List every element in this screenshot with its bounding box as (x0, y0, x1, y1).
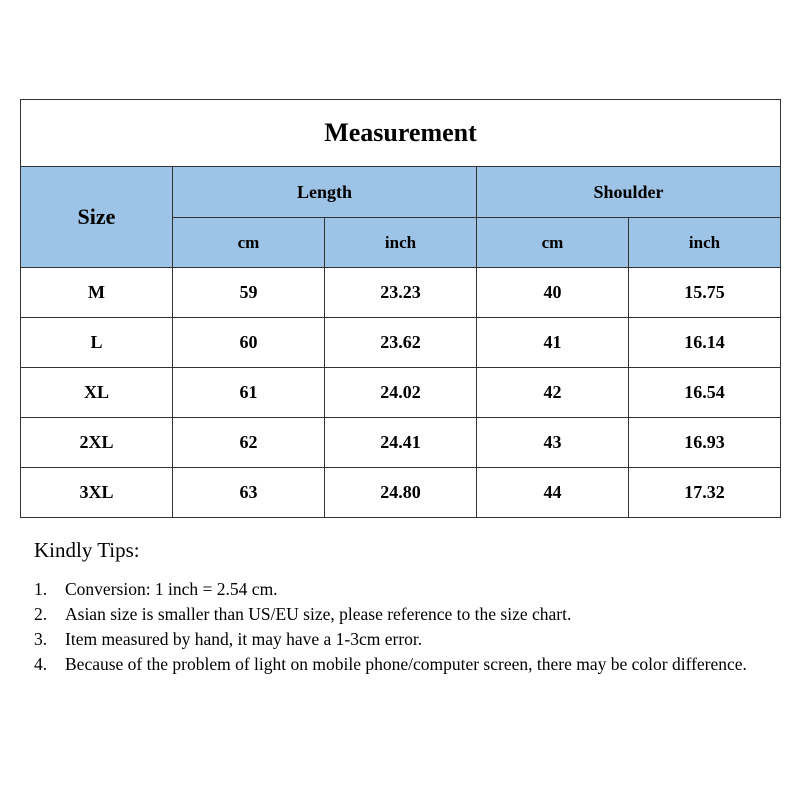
shoulder-cm-cell: 41 (477, 318, 629, 368)
size-cell: XL (21, 368, 173, 418)
table-row (21, 268, 781, 318)
tip-number: 2. (34, 604, 48, 624)
tip-number: 4. (34, 654, 48, 674)
list-item (34, 577, 764, 602)
length-cm-cell: 62 (173, 418, 325, 468)
shoulder-inch-cell: 15.75 (629, 268, 781, 318)
shoulder-inch-cell: 16.54 (629, 368, 781, 418)
tip-number: 3. (34, 629, 48, 649)
list-item (34, 652, 764, 677)
tip-text: Because of the problem of light on mobile phone/computer screen, there may be color difference. (65, 654, 747, 674)
tips-list (34, 577, 764, 677)
tip-number: 1. (34, 579, 48, 599)
length-inch-cell: 24.80 (325, 468, 477, 518)
size-cell: L (21, 318, 173, 368)
length-cm-cell: 59 (173, 268, 325, 318)
length-inch-cell: 24.41 (325, 418, 477, 468)
size-cell: 3XL (21, 468, 173, 518)
length-inch-cell: 24.02 (325, 368, 477, 418)
list-item (34, 602, 764, 627)
length-cm-cell: 60 (173, 318, 325, 368)
shoulder-cm-cell: 44 (477, 468, 629, 518)
size-cell: M (21, 268, 173, 318)
tip-text: Asian size is smaller than US/EU size, please reference to the size chart. (65, 604, 572, 624)
measurement-table (20, 99, 781, 518)
shoulder-header: Shoulder (477, 167, 781, 218)
shoulder-cm-cell: 42 (477, 368, 629, 418)
shoulder-inch-cell: 17.32 (629, 468, 781, 518)
table-row (21, 418, 781, 468)
kindly-tips (34, 538, 764, 677)
length-header: Length (173, 167, 477, 218)
length-inch-cell: 23.62 (325, 318, 477, 368)
shoulder-cm-cell: 40 (477, 268, 629, 318)
shoulder-cm-header: cm (477, 218, 629, 268)
table-row (21, 368, 781, 418)
length-inch-cell: 23.23 (325, 268, 477, 318)
length-cm-header: cm (173, 218, 325, 268)
list-item (34, 627, 764, 652)
table-row (21, 318, 781, 368)
tips-title: Kindly Tips: (34, 538, 140, 562)
shoulder-inch-cell: 16.93 (629, 418, 781, 468)
size-chart (20, 99, 780, 518)
shoulder-inch-cell: 16.14 (629, 318, 781, 368)
table-row (21, 468, 781, 518)
tip-text: Item measured by hand, it may have a 1-3cm error. (65, 629, 423, 649)
tip-text: Conversion: 1 inch = 2.54 cm. (65, 579, 278, 599)
shoulder-cm-cell: 43 (477, 418, 629, 468)
size-cell: 2XL (21, 418, 173, 468)
table-title: Measurement (21, 100, 781, 167)
length-cm-cell: 63 (173, 468, 325, 518)
length-inch-header: inch (325, 218, 477, 268)
shoulder-inch-header: inch (629, 218, 781, 268)
size-header: Size (21, 167, 173, 268)
length-cm-cell: 61 (173, 368, 325, 418)
